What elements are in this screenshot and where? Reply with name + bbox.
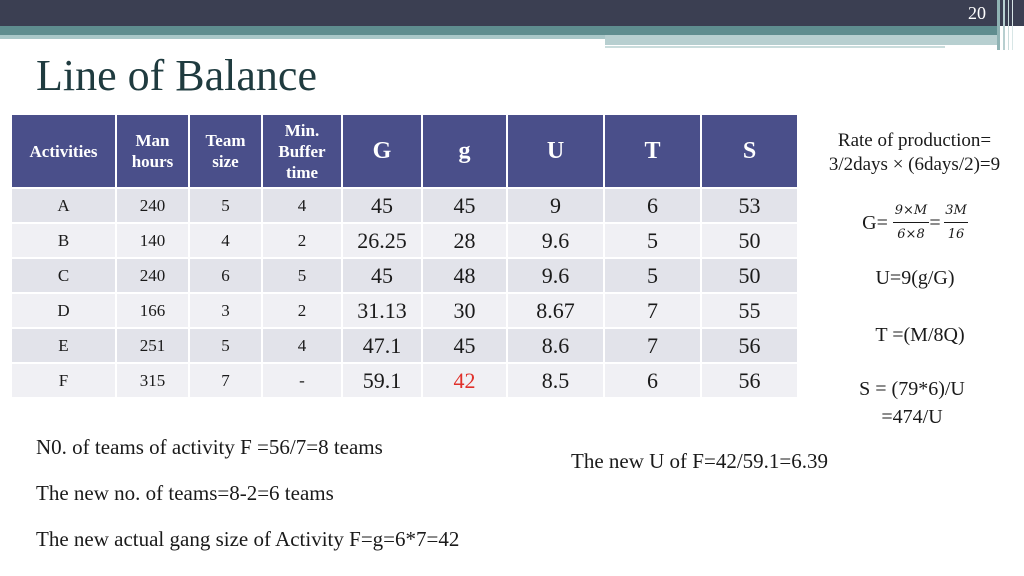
accent-band [0, 26, 1000, 35]
cell-activity: C [11, 258, 116, 293]
s-formula-line-2: =474/U [881, 406, 943, 428]
g-formula-prefix: G= [862, 212, 888, 234]
cell-G-value: 59.1 [342, 363, 422, 398]
cell-g-value: 48 [422, 258, 507, 293]
cell-buffer-time: 2 [262, 223, 342, 258]
cell-U-value: 8.67 [507, 293, 604, 328]
cell-U-value: 8.6 [507, 328, 604, 363]
teams-of-activity-f-note: N0. of teams of activity F =56/7=8 teams [36, 435, 383, 459]
cell-man-hours: 315 [116, 363, 189, 398]
cell-U-value: 9.6 [507, 258, 604, 293]
cell-activity: B [11, 223, 116, 258]
cell-T-value: 6 [604, 363, 701, 398]
cell-man-hours: 140 [116, 223, 189, 258]
cell-buffer-time: 2 [262, 293, 342, 328]
cell-man-hours: 166 [116, 293, 189, 328]
header-G: G [342, 114, 422, 188]
table-body [11, 188, 798, 398]
cell-S-value: 56 [701, 328, 798, 363]
cell-G-value: 47.1 [342, 328, 422, 363]
corner-stripe [1003, 0, 1005, 50]
top-bar [0, 0, 1024, 26]
cell-g-value: 45 [422, 328, 507, 363]
cell-U-value: 8.5 [507, 363, 604, 398]
cell-G-value: 26.25 [342, 223, 422, 258]
table-row [11, 328, 798, 363]
cell-man-hours: 240 [116, 188, 189, 223]
rate-of-production-label: Rate of production= [837, 130, 992, 151]
cell-activity: D [11, 293, 116, 328]
header-activities: Activities [11, 114, 116, 188]
cell-T-value: 5 [604, 223, 701, 258]
g-formula-equals: = [929, 212, 941, 234]
cell-T-value: 5 [604, 258, 701, 293]
cell-activity: E [11, 328, 116, 363]
cell-buffer-time: 4 [262, 328, 342, 363]
table-row [11, 363, 798, 398]
s-formula-line-1: S = (79*6)/U [859, 378, 965, 400]
cell-g-value: 45 [422, 188, 507, 223]
cell-S-value: 50 [701, 258, 798, 293]
cell-buffer-time: 5 [262, 258, 342, 293]
new-teams-note: The new no. of teams=8-2=6 teams [36, 481, 334, 505]
corner-stripe [1012, 0, 1013, 50]
accent-band-light [0, 35, 605, 39]
g-formula-numerator-1: 9×M [894, 203, 928, 218]
cell-g-value: 28 [422, 223, 507, 258]
cell-man-hours: 240 [116, 258, 189, 293]
page-number: 20 [968, 3, 986, 23]
g-formula-numerator-2: 3M [945, 203, 967, 218]
cell-U-value: 9.6 [507, 223, 604, 258]
cell-g-value: 42 [422, 363, 507, 398]
g-formula-denominator-1: 6×8 [897, 227, 925, 242]
table-header-row [11, 114, 798, 188]
lob-table [10, 113, 799, 399]
corner-stripe [1008, 0, 1009, 50]
g-formula-fraction-bar [893, 222, 929, 223]
header-man-hours: Man hours [116, 114, 189, 188]
accent-band-right [605, 35, 1000, 45]
cell-team-size: 3 [189, 293, 262, 328]
cell-team-size: 4 [189, 223, 262, 258]
cell-buffer-time: - [262, 363, 342, 398]
header-T: T [604, 114, 701, 188]
cell-g-value: 30 [422, 293, 507, 328]
cell-team-size: 7 [189, 363, 262, 398]
cell-G-value: 45 [342, 188, 422, 223]
header-team-size: Team size [189, 114, 262, 188]
header-g: g [422, 114, 507, 188]
cell-S-value: 53 [701, 188, 798, 223]
rate-of-production-formula: 3/2days × (6days/2)=9 [828, 154, 1001, 175]
cell-T-value: 7 [604, 328, 701, 363]
table-row [11, 223, 798, 258]
cell-activity: F [11, 363, 116, 398]
cell-activity: A [11, 188, 116, 223]
table-row [11, 188, 798, 223]
cell-team-size: 5 [189, 328, 262, 363]
header-U: U [507, 114, 604, 188]
cell-team-size: 5 [189, 188, 262, 223]
new-gang-size-note: The new actual gang size of Activity F=g=6*7=42 [36, 527, 460, 551]
g-formula-denominator-2: 16 [947, 227, 965, 242]
cell-team-size: 6 [189, 258, 262, 293]
cell-buffer-time: 4 [262, 188, 342, 223]
table-row [11, 293, 798, 328]
u-formula: U=9(g/G) [875, 267, 955, 289]
table-row [11, 258, 798, 293]
cell-S-value: 50 [701, 223, 798, 258]
cell-G-value: 45 [342, 258, 422, 293]
slide-title: Line of Balance [36, 51, 317, 100]
cell-S-value: 55 [701, 293, 798, 328]
t-formula: T =(M/8Q) [875, 324, 965, 346]
cell-T-value: 6 [604, 188, 701, 223]
accent-thin-line [605, 46, 945, 48]
cell-U-value: 9 [507, 188, 604, 223]
cell-man-hours: 251 [116, 328, 189, 363]
g-formula-fraction-bar-2 [944, 222, 968, 223]
header-min-buffer-time: Min. Buffer time [262, 114, 342, 188]
cell-T-value: 7 [604, 293, 701, 328]
new-u-of-f-note: The new U of F=42/59.1=6.39 [571, 449, 828, 473]
header-S: S [701, 114, 798, 188]
cell-S-value: 56 [701, 363, 798, 398]
cell-G-value: 31.13 [342, 293, 422, 328]
